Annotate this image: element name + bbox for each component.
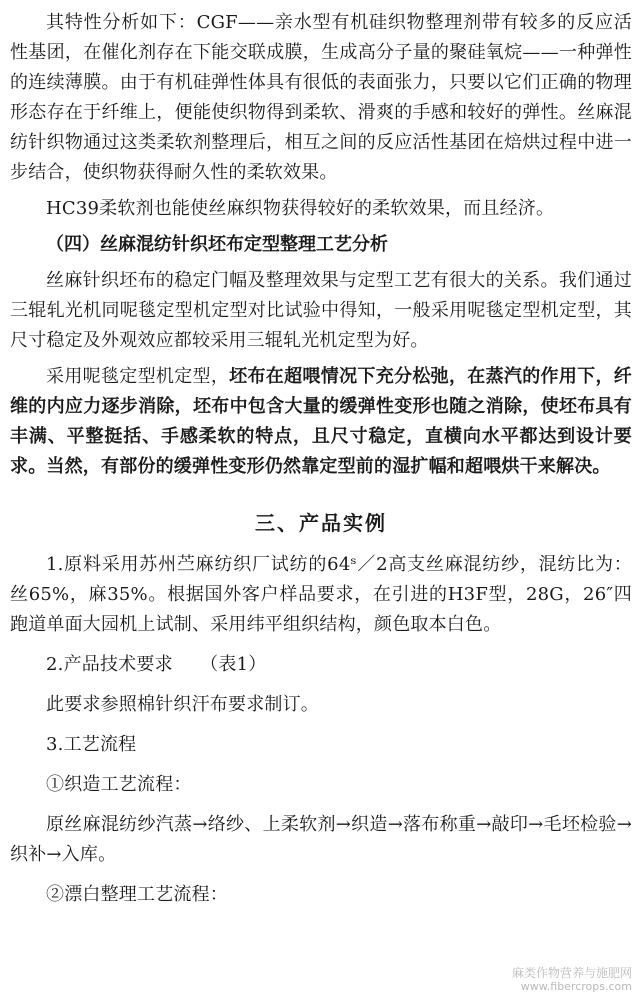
watermark-chinese: 麻类作物营养与施肥网 xyxy=(511,966,632,980)
site-watermark xyxy=(512,966,632,994)
item-technical-note: 此要求参照棉针织汗布要求制订。 xyxy=(46,694,319,715)
item-technical-requirements: 2.产品技术要求 （表1） xyxy=(46,654,267,675)
paragraph-felt-setting xyxy=(10,362,632,482)
felt-setting-intro: 采用呢毯定型机定型， xyxy=(46,366,230,387)
paragraph-setting-comparison: 丝麻针织坯布的稳定门幅及整理效果与定型工艺有很大的关系。我们通过三辊轧光机同呢毯定型机定型对比试验中得知，一般采用呢毯定型机定型，其尺寸稳定及外观效应都较采用三辊轧光机定型为好。 xyxy=(10,270,632,351)
paragraph-hc39: HC39柔软剂也能使丝麻织物获得较好的柔软效果，而且经济。 xyxy=(46,198,555,219)
flow-weaving-steps: 原丝麻混纺纱汽蒸→络纱、上柔软剂→织造→落布称重→敲印→毛坯检验→织补→入库。 xyxy=(10,814,632,865)
felt-setting-effect: 坯布在超喂情况下充分松弛，在蒸汽的作用下，纤维的内应力逐步消除，坯布中包含大量的缓弹性变形也随之消除，使坯布具有丰满、平整挺括、手感柔软的特点，且尺寸稳定，直横向水平都达到设计要求。当然，有部份的缓弹性变形仍然靠定型前的湿扩幅和超喂烘干来解决。 xyxy=(10,366,633,477)
watermark-url: www.fibercrops.com xyxy=(520,980,632,993)
section-heading-setting-analysis: （四）丝麻混纺针织坯布定型整理工艺分析 xyxy=(46,234,388,255)
item-raw-material: 1.原料采用苏州苎麻纺织厂试纺的64ˢ／2高支丝麻混纺纱，混纺比为：丝65%，麻35%。根据国外客户样品要求，在引进的H3F型，28G，26″四跑道单面大园机上试制、采用纬平组织结构，颜色取本白色。 xyxy=(10,554,632,635)
item-process-flow: 3.工艺流程 xyxy=(46,734,137,755)
section-heading-product-example: 三、产品实例 xyxy=(255,511,387,535)
flow-bleaching-title: ②漂白整理工艺流程： xyxy=(46,884,228,905)
paragraph-cgf-analysis: 其特性分析如下：CGF——亲水型有机硅织物整理剂带有较多的反应活性基团，在催化剂存在下能交联成膜，生成高分子量的聚硅氧烷——一种弹性的连续薄膜。由于有机硅弹性体具有很低的表面张力，只要以它们正确的物理形态存在于纤维上，便能使织物得到柔软、滑爽的手感和较好的弹性。丝麻混纺针织物通过这类柔软剂整理后，相互之间的反应活性基团在焙烘过程中进一步结合，使织物获得耐久性的柔软效果。 xyxy=(10,12,632,183)
flow-weaving-title: ①织造工艺流程： xyxy=(46,774,192,795)
